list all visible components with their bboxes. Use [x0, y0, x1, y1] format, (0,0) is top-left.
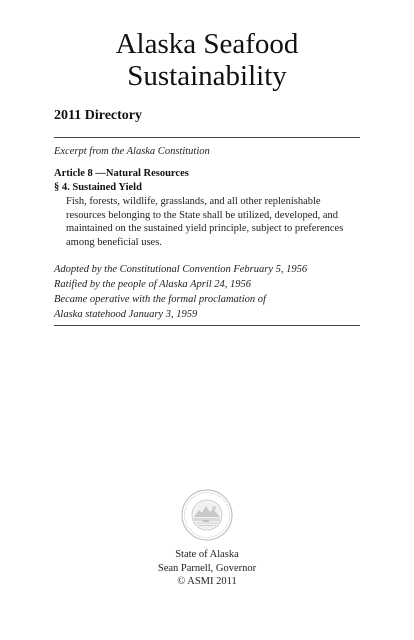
body-line-1: Fish, forests, wildlife, grasslands, and all other replenishable [66, 196, 321, 207]
page-title [0, 28, 414, 92]
article-heading-block [54, 167, 189, 195]
footer-governor: Sean Parnell, Governor [157, 562, 257, 574]
footer-copyright: © ASMI 2011 [177, 576, 237, 587]
top-divider [54, 137, 360, 138]
section-heading: § 4. Sustained Yield [54, 182, 142, 193]
excerpt-caption: Excerpt from the Alaska Constitution [54, 146, 210, 157]
title-line-2: Sustainability [127, 60, 287, 92]
bottom-divider [54, 325, 360, 326]
footer-state: State of Alaska [175, 549, 239, 560]
body-line-2: resources belonging to the State shall be utilized, developed, and [66, 209, 339, 221]
adoption-line-4: Alaska statehood January 3, 1959 [54, 309, 198, 320]
constitution-text [66, 195, 366, 249]
adoption-line-1: Adopted by the Constitutional Convention February 5, 1956 [54, 264, 308, 275]
adoption-line-3: Became operative with the formal proclamation of [54, 294, 266, 305]
title-line-1: Alaska Seafood [115, 28, 299, 60]
adoption-line-2: Ratified by the people of Alaska April 24, 1956 [54, 279, 252, 290]
article-heading: Article 8 —Natural Resources [54, 168, 189, 179]
footer-credits [0, 548, 414, 589]
directory-label: 2011 Directory [54, 108, 142, 123]
body-line-3: maintained on the sustained yield principle, subject to preferences [66, 223, 344, 234]
adoption-notes [54, 262, 307, 322]
body-line-4: among beneficial uses. [66, 236, 162, 248]
state-seal-icon [181, 489, 233, 541]
